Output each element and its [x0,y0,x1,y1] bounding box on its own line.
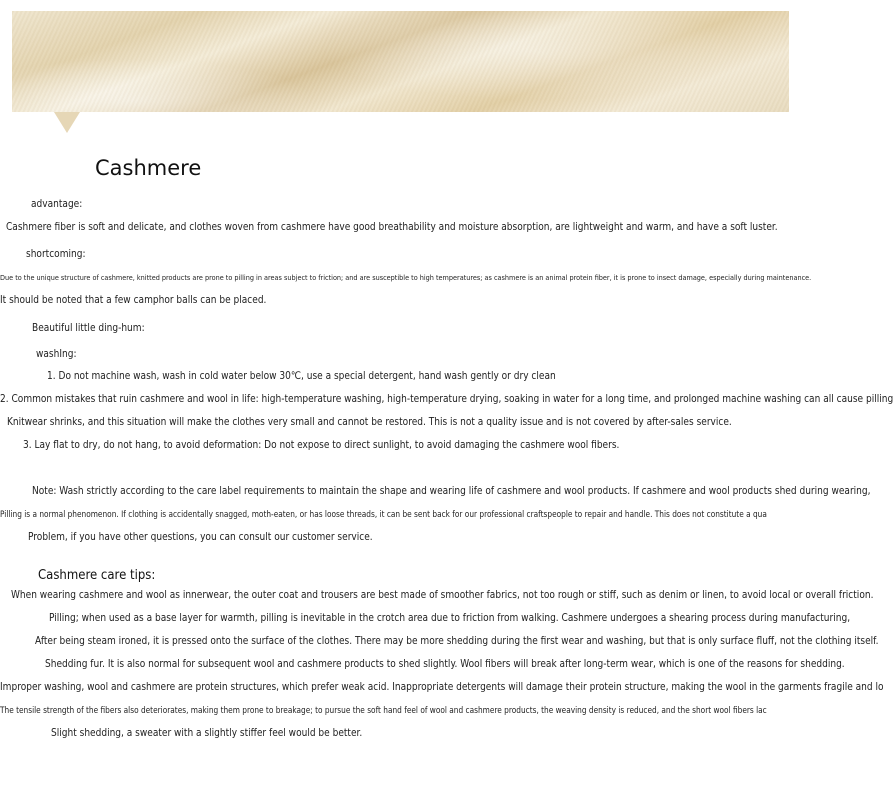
care-line-7: Slight shedding, a sweater with a slightly stiffer feel would be better. [51,727,363,739]
wash-step-2-continued: Knitwear shrinks, and this situation will make the clothes very small and cannot be restored. This is not a quality issue and is not covered by after-sales service. [7,416,732,428]
shortcoming-label: shortcoming: [26,248,86,260]
care-line-3: After being steam ironed, it is pressed onto the surface of the clothes. There may be more shedding during the first wear and washing, but that is only surface fluff, not the clothing itself. [35,635,879,647]
advantage-text: Cashmere fiber is soft and delicate, and clothes woven from cashmere have good breathability and moisture absorption, are lightweight and warm, and have a soft luster. [6,221,778,233]
shortcoming-text: Due to the unique structure of cashmere, knitted products are prone to pilling in areas subject to friction; and are susceptible to high temperatures; as cashmere is an animal protein fiber, it is prone to insect damage, especially during maintenance. [0,273,812,282]
camphor-note: It should be noted that a few camphor balls can be placed. [0,294,267,306]
care-line-6: The tensile strength of the fibers also deteriorates, making them prone to breakage; to pursue the soft hand feel of wool and cashmere products, the weaving density is reduced, and the short wool fibers lac [0,706,767,716]
care-line-4: Shedding fur. It is also normal for subsequent wool and cashmere products to shed slightly. Wool fibers will break after long-term wear, which is one of the reasons for shedding. [45,658,845,670]
hero-pointer [54,112,80,133]
wash-step-2: 2. Common mistakes that ruin cashmere and wool in life: high-temperature washing, high-temperature drying, soaking in water for a long time, and prolonged machine washing can all cause pilling [0,393,893,405]
washing-label: washIng: [36,348,77,360]
wash-step-3: 3. Lay flat to dry, do not hang, to avoid deformation: Do not expose to direct sunlight, to avoid damaging the cashmere wool fibers. [23,439,620,451]
cashmere-fabric-photo [12,11,789,112]
note-line-1: Note: Wash strictly according to the care label requirements to maintain the shape and wearing life of cashmere and wool products. If cashmere and wool products shed during wearing, [32,485,871,497]
care-line-2: Pilling; when used as a base layer for warmth, pilling is inevitable in the crotch area due to friction from walking. Cashmere undergoes a shearing process during manufacturing, [49,612,851,624]
note-line-3: Problem, if you have other questions, you can consult our customer service. [28,531,373,543]
care-tips-heading: Cashmere care tips: [38,568,156,583]
advantage-label: advantage: [31,198,83,210]
tip-heading: Beautiful little ding-hum: [32,322,145,334]
note-line-2: Pilling is a normal phenomenon. If clothing is accidentally snagged, moth-eaten, or has loose threads, it can be sent back for our professional craftspeople to repair and handle. This does not constitute a qua [0,510,767,520]
care-line-5: Improper washing, wool and cashmere are protein structures, which prefer weak acid. Inappropriate detergents will damage their protein structure, making the wool in the garments fragile and lo [0,681,884,693]
page-title: Cashmere [95,156,202,180]
care-line-1: When wearing cashmere and wool as innerwear, the outer coat and trousers are best made of smoother fabrics, not too rough or stiff, such as denim or linen, to avoid local or overall friction. [11,589,874,601]
wash-step-1: 1. Do not machine wash, wash in cold water below 30℃, use a special detergent, hand wash gently or dry clean [47,370,556,382]
